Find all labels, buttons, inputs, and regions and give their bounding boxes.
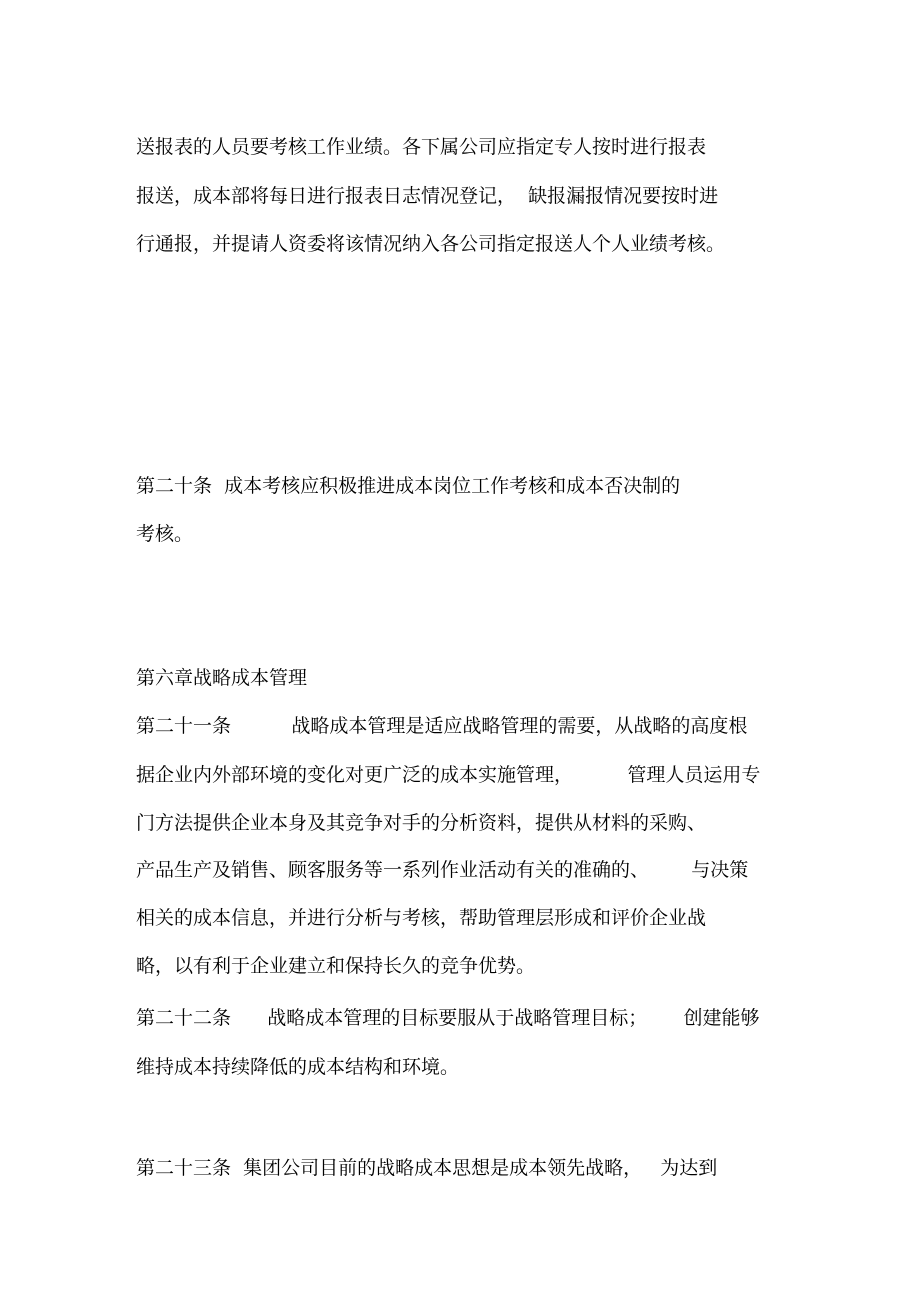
paragraph-line-2: 报送，成本部将每日进行报表日志情况登记， 缺报漏报情况要按时进 <box>136 185 719 207</box>
article-22-line-1: 第二十二条 战略成本管理的目标要服从于战略管理目标； 创建能够 <box>136 1007 760 1029</box>
article-21-line-3: 门方法提供企业本身及其竞争对手的分析资料，提供从材料的采购、 <box>136 812 707 834</box>
chapter-6-title: 第六章战略成本管理 <box>136 667 308 689</box>
article-21-line-1: 第二十一条 战略成本管理是适应战略管理的需要，从战略的高度根 <box>136 715 748 737</box>
article-23-line-1: 第二十三条 集团公司目前的战略成本思想是成本领先战略， 为达到 <box>136 1157 718 1179</box>
paragraph-line-1: 送报表的人员要考核工作业绩。各下属公司应指定专人按时进行报表 <box>136 136 707 158</box>
article-20-line-1: 第二十条 成本考核应积极推进成本岗位工作考核和成本否决制的 <box>136 475 681 497</box>
article-21-line-2: 据企业内外部环境的变化对更广泛的成本实施管理， 管理人员运用专 <box>136 764 761 786</box>
article-21-line-6: 略，以有利于企业建立和保持长久的竞争优势。 <box>136 955 536 977</box>
paragraph-line-3: 行通报，并提请人资委将该情况纳入各公司指定报送人个人业绩考核。 <box>136 233 726 255</box>
article-21-line-5: 相关的成本信息，并进行分析与考核，帮助管理层形成和评价企业战 <box>136 907 707 929</box>
article-22-line-2: 维持成本持续降低的成本结构和环境。 <box>136 1056 460 1078</box>
article-20-line-2: 考核。 <box>136 523 194 545</box>
article-21-line-4: 产品生产及销售、顾客服务等一系列作业活动有关的准确的、 与决策 <box>136 859 749 881</box>
